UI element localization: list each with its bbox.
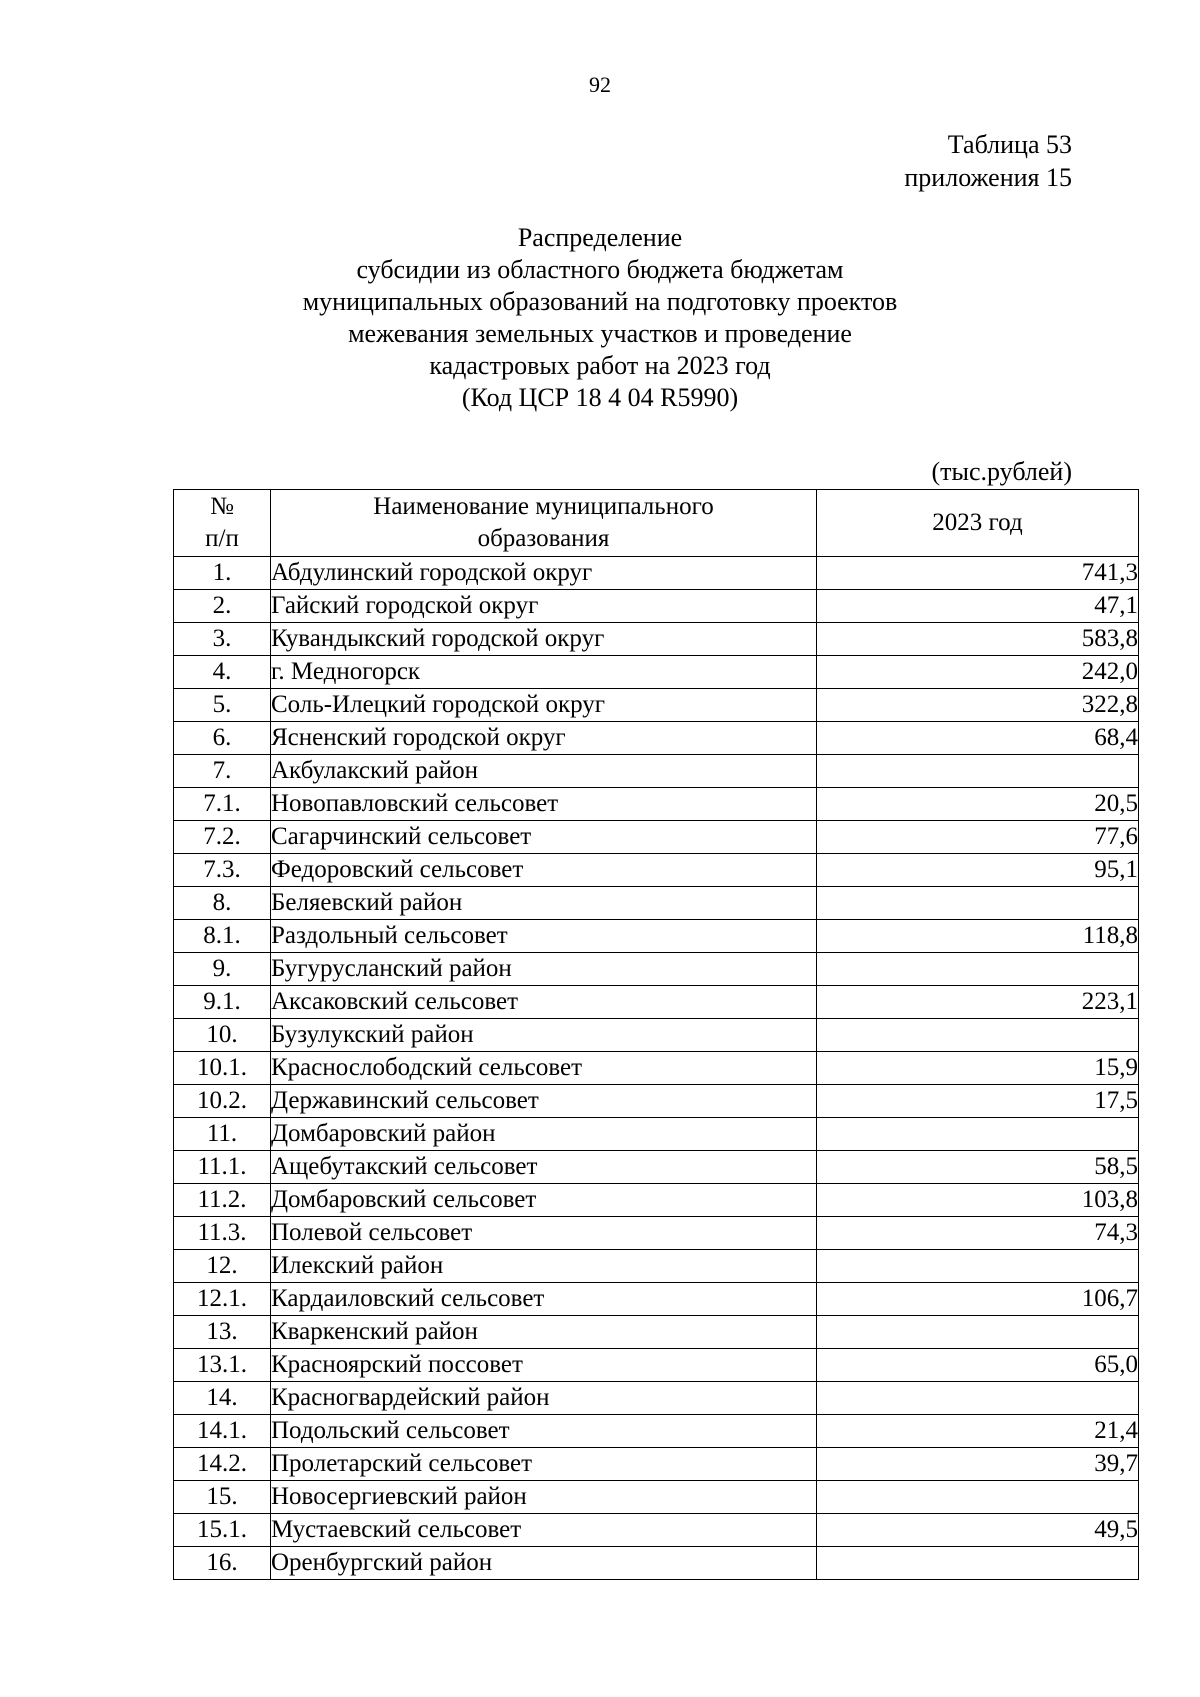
table-row — [174, 1217, 1139, 1250]
row-value: 74,3 — [817, 1217, 1139, 1250]
row-value: 47,1 — [817, 590, 1139, 623]
row-name: Красноярский поссовет — [271, 1349, 817, 1382]
row-value — [817, 1019, 1139, 1052]
row-name: Беляевский район — [271, 887, 817, 920]
table-row — [174, 590, 1139, 623]
table-reference — [904, 128, 1072, 194]
row-number: 7.2. — [174, 821, 271, 854]
row-number: 13. — [174, 1316, 271, 1349]
row-name: г. Медногорск — [271, 656, 817, 689]
table-row — [174, 986, 1139, 1019]
table-row — [174, 1382, 1139, 1415]
row-name: Илекский район — [271, 1250, 817, 1283]
table-row — [174, 1085, 1139, 1118]
row-name: Кваркенский район — [271, 1316, 817, 1349]
row-number: 11. — [174, 1118, 271, 1151]
row-number: 12.1. — [174, 1283, 271, 1316]
table-row — [174, 1118, 1139, 1151]
row-name: Ясненский городской округ — [271, 722, 817, 755]
row-number: 14.1. — [174, 1415, 271, 1448]
table-row — [174, 1184, 1139, 1217]
table-row — [174, 656, 1139, 689]
row-value: 741,3 — [817, 557, 1139, 590]
table-row — [174, 755, 1139, 788]
row-number: 8.1. — [174, 920, 271, 953]
table-row — [174, 1019, 1139, 1052]
table-row — [174, 1316, 1139, 1349]
row-value — [817, 1250, 1139, 1283]
row-name: Пролетарский сельсовет — [271, 1448, 817, 1481]
table-row — [174, 689, 1139, 722]
row-value: 223,1 — [817, 986, 1139, 1019]
row-value: 322,8 — [817, 689, 1139, 722]
title-line2: субсидии из областного бюджета бюджетам — [356, 255, 844, 284]
row-name: Бугурусланский район — [271, 953, 817, 986]
row-value — [817, 1118, 1139, 1151]
header-year: 2023 год — [817, 490, 1139, 557]
row-name: Аксаковский сельсовет — [271, 986, 817, 1019]
row-value: 583,8 — [817, 623, 1139, 656]
row-value: 106,7 — [817, 1283, 1139, 1316]
page-number: 92 — [589, 72, 611, 97]
row-name: Сагарчинский сельсовет — [271, 821, 817, 854]
row-value — [817, 887, 1139, 920]
row-value: 77,6 — [817, 821, 1139, 854]
row-number: 2. — [174, 590, 271, 623]
row-name: Бузулукский район — [271, 1019, 817, 1052]
table-row — [174, 1448, 1139, 1481]
row-number: 12. — [174, 1250, 271, 1283]
table-row — [174, 722, 1139, 755]
row-name: Подольский сельсовет — [271, 1415, 817, 1448]
row-name: Кувандыкский городской округ — [271, 623, 817, 656]
row-value: 17,5 — [817, 1085, 1139, 1118]
row-value: 58,5 — [817, 1151, 1139, 1184]
row-number: 9.1. — [174, 986, 271, 1019]
row-name: Федоровский сельсовет — [271, 854, 817, 887]
row-name: Соль-Илецкий городской округ — [271, 689, 817, 722]
table-row — [174, 1052, 1139, 1085]
table-row — [174, 1481, 1139, 1514]
units-label: (тыс.рублей) — [931, 457, 1072, 486]
table-body — [174, 557, 1139, 1580]
row-name: Гайский городской округ — [271, 590, 817, 623]
row-name: Домбаровский район — [271, 1118, 817, 1151]
row-number: 13.1. — [174, 1349, 271, 1382]
row-name: Новопавловский сельсовет — [271, 788, 817, 821]
row-value — [817, 755, 1139, 788]
table-row — [174, 821, 1139, 854]
table-row — [174, 920, 1139, 953]
table-row — [174, 1283, 1139, 1316]
row-number: 10.1. — [174, 1052, 271, 1085]
row-number: 9. — [174, 953, 271, 986]
table-row — [174, 1349, 1139, 1382]
title-line6: (Код ЦСР 18 4 04 R5990) — [461, 383, 739, 412]
row-value — [817, 953, 1139, 986]
row-number: 15.1. — [174, 1514, 271, 1547]
distribution-table — [173, 489, 1139, 1580]
row-name: Краснослободский сельсовет — [271, 1052, 817, 1085]
table-row — [174, 1151, 1139, 1184]
row-number: 10.2. — [174, 1085, 271, 1118]
row-name: Раздольный сельсовет — [271, 920, 817, 953]
row-name: Мустаевский сельсовет — [271, 1514, 817, 1547]
table-row — [174, 1547, 1139, 1580]
table-row — [174, 1250, 1139, 1283]
row-number: 1. — [174, 557, 271, 590]
row-number: 6. — [174, 722, 271, 755]
row-value — [817, 1382, 1139, 1415]
row-name: Кардаиловский сельсовет — [271, 1283, 817, 1316]
row-number: 3. — [174, 623, 271, 656]
row-value: 65,0 — [817, 1349, 1139, 1382]
row-number: 7.3. — [174, 854, 271, 887]
table-row — [174, 557, 1139, 590]
row-name: Домбаровский сельсовет — [271, 1184, 817, 1217]
row-value: 20,5 — [817, 788, 1139, 821]
header-name-line2: образования — [477, 525, 610, 552]
row-number: 4. — [174, 656, 271, 689]
row-number: 8. — [174, 887, 271, 920]
table-ref-line2: приложения 15 — [904, 163, 1072, 192]
row-value: 242,0 — [817, 656, 1139, 689]
row-number: 7. — [174, 755, 271, 788]
table-row — [174, 1415, 1139, 1448]
header-number — [174, 490, 271, 557]
table-row — [174, 788, 1139, 821]
row-number: 15. — [174, 1481, 271, 1514]
table-row — [174, 1514, 1139, 1547]
row-value: 95,1 — [817, 854, 1139, 887]
row-name: Абдулинский городской округ — [271, 557, 817, 590]
row-value: 103,8 — [817, 1184, 1139, 1217]
row-value: 15,9 — [817, 1052, 1139, 1085]
row-value — [817, 1316, 1139, 1349]
table-row — [174, 887, 1139, 920]
row-name: Новосергиевский район — [271, 1481, 817, 1514]
row-number: 16. — [174, 1547, 271, 1580]
document-title — [0, 222, 1200, 414]
row-name: Красногвардейский район — [271, 1382, 817, 1415]
row-number: 7.1. — [174, 788, 271, 821]
table-ref-line1: Таблица 53 — [947, 130, 1072, 159]
title-line4: межевания земельных участков и проведение — [348, 319, 852, 348]
table-row — [174, 953, 1139, 986]
row-name: Оренбургский район — [271, 1547, 817, 1580]
row-value — [817, 1547, 1139, 1580]
table-row — [174, 854, 1139, 887]
row-value: 39,7 — [817, 1448, 1139, 1481]
row-value: 49,5 — [817, 1514, 1139, 1547]
header-number-line2: п/п — [205, 525, 239, 552]
row-value: 68,4 — [817, 722, 1139, 755]
row-number: 10. — [174, 1019, 271, 1052]
row-number: 11.1. — [174, 1151, 271, 1184]
title-line5: кадастровых работ на 2023 год — [429, 351, 771, 380]
table-header-row — [174, 490, 1139, 557]
row-name: Державинский сельсовет — [271, 1085, 817, 1118]
row-number: 14. — [174, 1382, 271, 1415]
row-value: 118,8 — [817, 920, 1139, 953]
table-row — [174, 623, 1139, 656]
row-value — [817, 1481, 1139, 1514]
row-number: 5. — [174, 689, 271, 722]
header-name-line1: Наименование муниципального — [373, 493, 714, 520]
row-number: 11.3. — [174, 1217, 271, 1250]
row-number: 14.2. — [174, 1448, 271, 1481]
title-line3: муниципальных образований на подготовку проектов — [302, 287, 898, 316]
row-number: 11.2. — [174, 1184, 271, 1217]
title-line1: Распределение — [517, 223, 683, 252]
row-name: Акбулакский район — [271, 755, 817, 788]
row-value: 21,4 — [817, 1415, 1139, 1448]
header-name — [271, 490, 817, 557]
row-name: Полевой сельсовет — [271, 1217, 817, 1250]
row-name: Ащебутакский сельсовет — [271, 1151, 817, 1184]
header-number-line1: № — [210, 493, 234, 520]
